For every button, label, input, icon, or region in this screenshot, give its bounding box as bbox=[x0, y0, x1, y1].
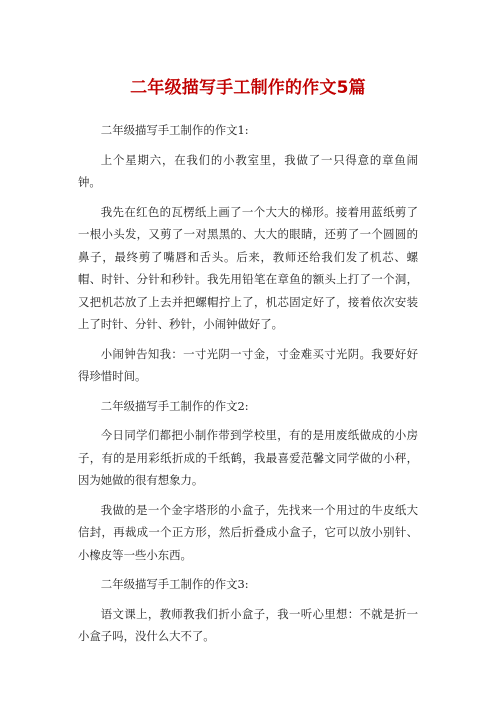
paragraph: 语文课上，教师教我们折小盒子，我一听心里想：不就是折一小盒子吗，没什么大不了。 bbox=[78, 606, 418, 643]
section-heading-1: 二年级描写手工制作的作文1: bbox=[100, 123, 249, 137]
section-heading-3: 二年级描写手工制作的作文3: bbox=[100, 577, 249, 591]
document-title: 二年级描写手工制作的作文5篇 bbox=[130, 78, 366, 98]
paragraph: 上个星期六，在我们的小教室里，我做了一只得意的章鱼闹钟。 bbox=[78, 152, 418, 189]
document-body bbox=[78, 119, 418, 655]
section-heading-2: 二年级描写手工制作的作文2: bbox=[100, 398, 249, 413]
paragraph: 我做的是一个金字塔形的小盒子，先找来一个用过的牛皮纸大信封，再裁成一个正方形，然后折叠成小盒子，它可以放小别针、小橡皮等一些小东西。 bbox=[78, 502, 418, 562]
paragraph: 小闹钟告知我：一寸光阴一寸金，寸金难买寸光阴。我要好好得珍惜时间。 bbox=[78, 346, 418, 383]
paragraph: 今日同学们都把小制作带到学校里，有的是用废纸做成的小房子，有的是用彩纸折成的千纸鹤，我最喜爱范馨文同学做的小秤，因为她做的很有想象力。 bbox=[78, 428, 418, 487]
paragraph: 我先在红色的瓦楞纸上画了一个大大的梯形。接着用蓝纸剪了一根小头发，又剪了一对黑黑的、大大的眼睛，还剪了一个圆圆的鼻子，最终剪了嘴唇和舌头。后来，教师还给我们发了机芯、螺帽、时针、分针和秒针。我先用铅笔在章鱼的额头上打了一个洞，又把机芯放了上去并把螺帽拧上了，机芯固定好了，接着依次安装上了时针、分针、秒针，小闹钟做好了。 bbox=[78, 204, 418, 331]
